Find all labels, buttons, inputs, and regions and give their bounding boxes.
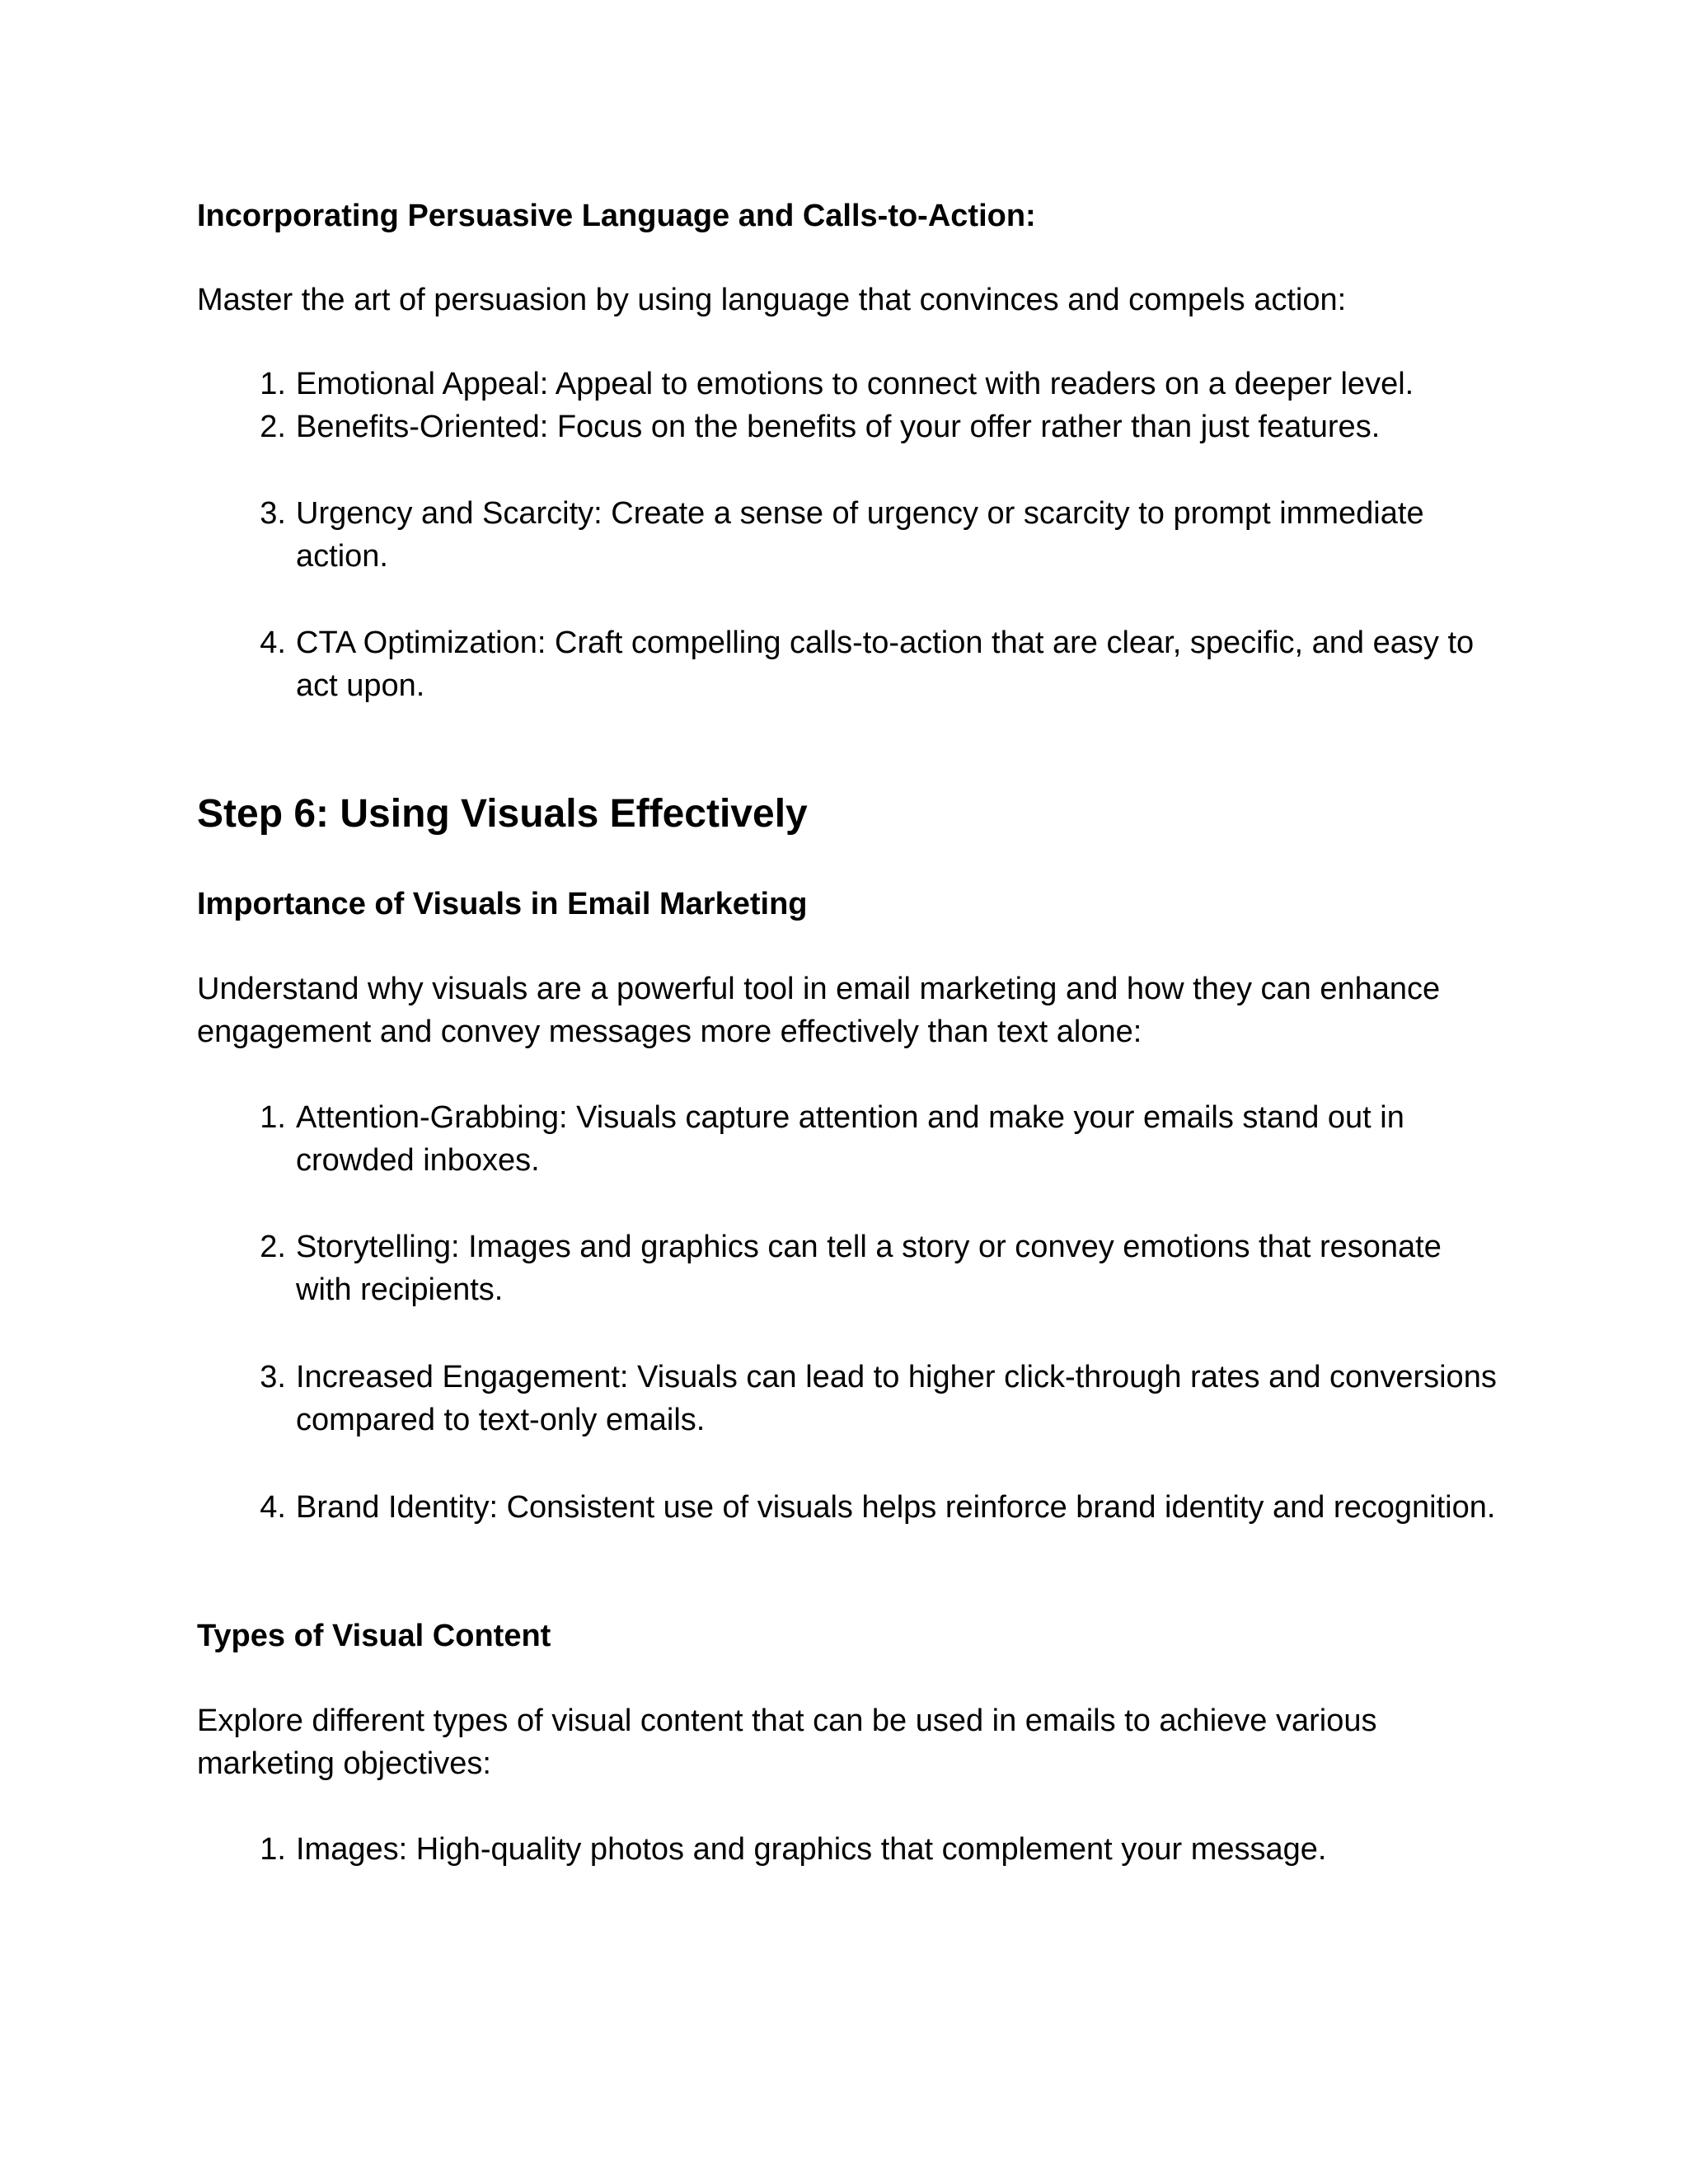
list-item xyxy=(197,405,1499,448)
visuals-importance-list-continued xyxy=(197,1356,1499,1441)
list-item-text: Benefits-Oriented: Focus on the benefits of your offer rather than just features. xyxy=(296,410,1381,444)
list-item xyxy=(197,492,1499,578)
visual-content-types-list xyxy=(197,1828,1499,1871)
list-item-text: Images: High-quality photos and graphics that complement your message. xyxy=(296,1832,1327,1867)
list-item xyxy=(197,1096,1499,1182)
list-number: 4. xyxy=(260,626,286,660)
list-number: 2. xyxy=(260,1230,286,1264)
list-item xyxy=(197,621,1499,707)
list-number: 4. xyxy=(260,1490,286,1525)
visuals-importance-list xyxy=(197,1096,1499,1182)
section-heading-types-of-visual-content: Types of Visual Content xyxy=(197,1619,551,1653)
list-item xyxy=(197,1226,1499,1311)
list-item-text: Urgency and Scarcity: Create a sense of urgency or scarcity to prompt immediate action. xyxy=(296,496,1424,574)
list-item-text: Increased Engagement: Visuals can lead to higher click-through rates and conversions compared to text-only emails. xyxy=(296,1360,1497,1437)
list-item xyxy=(197,1356,1499,1441)
list-number: 3. xyxy=(260,496,286,531)
list-number: 3. xyxy=(260,1360,286,1394)
list-item-text: CTA Optimization: Craft compelling calls-to-action that are clear, specific, and easy to act upon. xyxy=(296,626,1475,703)
persuasion-list-continued xyxy=(197,492,1499,578)
list-item xyxy=(197,1828,1499,1871)
step-6-title: Step 6: Using Visuals Effectively xyxy=(197,792,808,836)
section-intro-importance-of-visuals: Understand why visuals are a powerful tool in email marketing and how they can enhance engagement and convey messages more effectively than text alone: xyxy=(197,972,1441,1049)
section-heading-persuasive-language: Incorporating Persuasive Language and Calls-to-Action: xyxy=(197,199,1036,233)
list-number: 2. xyxy=(260,410,286,444)
list-item-text: Emotional Appeal: Appeal to emotions to connect with readers on a deeper level. xyxy=(296,367,1414,401)
list-item-text: Storytelling: Images and graphics can tell a story or convey emotions that resonate with recipients. xyxy=(296,1230,1442,1307)
list-item xyxy=(197,363,1499,405)
list-item-text: Brand Identity: Consistent use of visuals helps reinforce brand identity and recognition. xyxy=(296,1490,1496,1525)
section-heading-importance-of-visuals: Importance of Visuals in Email Marketing xyxy=(197,887,808,921)
visuals-importance-list-continued xyxy=(197,1486,1499,1529)
persuasion-list-continued xyxy=(197,621,1499,707)
list-item xyxy=(197,1486,1499,1529)
visuals-importance-list-continued xyxy=(197,1226,1499,1311)
list-number: 1. xyxy=(260,367,286,401)
section-intro-persuasive-language: Master the art of persuasion by using language that convinces and compels action: xyxy=(197,283,1347,317)
persuasion-list xyxy=(197,363,1499,448)
list-item-text: Attention-Grabbing: Visuals capture attention and make your emails stand out in crowded inboxes. xyxy=(296,1100,1404,1178)
list-number: 1. xyxy=(260,1100,286,1135)
section-intro-types-of-visual-content: Explore different types of visual content that can be used in emails to achieve various marketing objectives: xyxy=(197,1704,1377,1781)
list-number: 1. xyxy=(260,1832,286,1867)
